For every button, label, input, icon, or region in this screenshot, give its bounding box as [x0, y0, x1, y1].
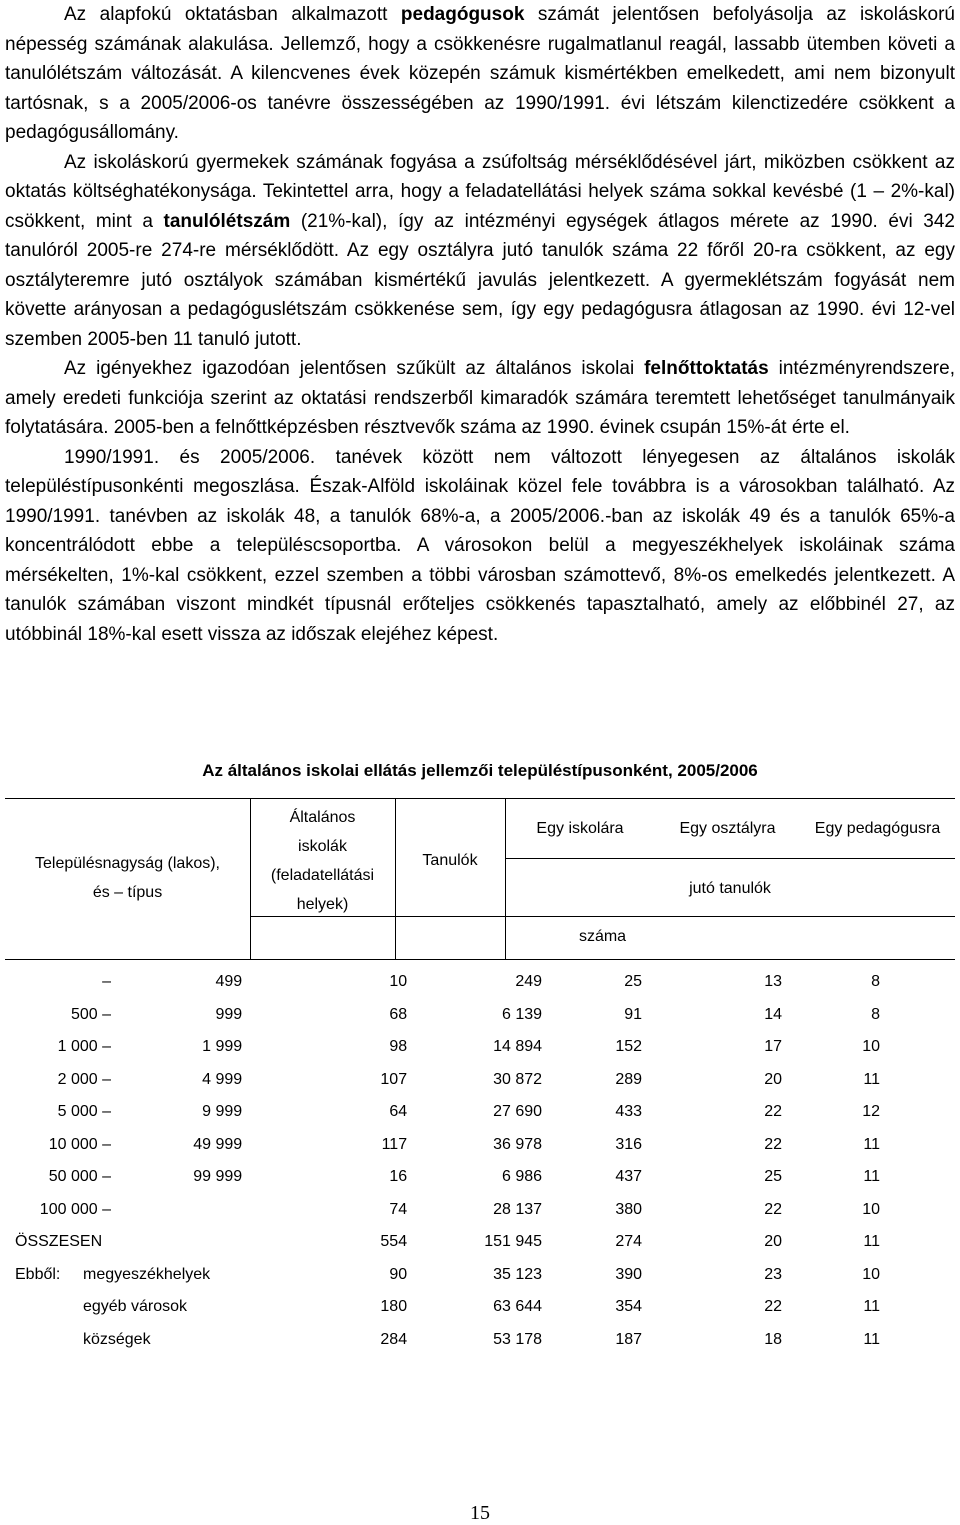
table-cell: ÖSSZESEN — [15, 1233, 103, 1251]
table-row-sub — [5, 1291, 955, 1324]
table-cell: Ebből: — [15, 1265, 61, 1283]
header-schools-line3: (feladatellátási — [270, 867, 375, 884]
table-cell: 187 — [615, 1330, 643, 1348]
table-cell: 91 — [624, 1005, 643, 1023]
table-cell: 249 — [515, 973, 543, 991]
header-schools-line2: iskolák — [298, 838, 347, 855]
paragraph — [5, 148, 955, 355]
table-cell: 6 986 — [502, 1168, 543, 1186]
table-cell: 554 — [380, 1233, 408, 1251]
table-cell: 74 — [389, 1200, 408, 1218]
table-cell: 17 — [764, 1038, 782, 1056]
table-cell: 50 000 – — [48, 1168, 111, 1186]
table-cell: 22 — [764, 1200, 782, 1218]
table-cell: 90 — [389, 1265, 408, 1283]
table-row — [5, 1161, 955, 1194]
text-run: (21%-kal), így az intézményi egységek átlagos mérete az 1990. évi 342 tanulóról 2005-re 274-re mérséklődött. Az egy osztályra jutó tanulók száma 22 főről 20-ra csökkent, az egy osztályteremre jutó osztályok számában kismértékű javulás jelentkezett. A gyermeklétszám fogyását nem követte arányosan a pedagóguslétszám csökkenése sem, így egy pedagógusra átlagosan az 1990. évi 12-vel szemben 2005-ben 11 tanuló jutott. — [5, 210, 955, 350]
table-cell — [115, 1194, 242, 1227]
table-body — [5, 966, 955, 1356]
paragraph — [5, 0, 955, 148]
table-cell: 27 690 — [493, 1103, 543, 1121]
table-cell: 36 978 — [493, 1135, 543, 1153]
table-cell: 433 — [615, 1103, 643, 1121]
text-run: Az iskoláskorú gyermekek számának fogyása a zsúfoltság mérséklődésével járt, miközben csökkent az oktatás költséghatékonysága. Tekintettel arra, hogy a feladatellátási helyek száma sokkal kevésbé (1 – 2%-kal) csökkent, mint a — [5, 151, 955, 232]
table-cell: 18 — [764, 1330, 782, 1348]
header-students: Tanulók — [422, 852, 478, 869]
table-cell: 999 — [215, 1005, 243, 1023]
table-cell: 28 137 — [493, 1200, 543, 1218]
table-cell: 289 — [615, 1070, 643, 1088]
table-cell: 98 — [389, 1038, 408, 1056]
table-cell: egyéb városok — [82, 1298, 188, 1316]
table-cell: 1 999 — [202, 1038, 243, 1056]
table-cell: 10 — [862, 1265, 880, 1283]
table-cell: 6 139 — [502, 1005, 543, 1023]
table-cell: 9 999 — [202, 1103, 243, 1121]
table-cell: 354 — [615, 1298, 643, 1316]
table-cell: 10 — [862, 1038, 880, 1056]
table-cell: 100 000 – — [39, 1200, 111, 1218]
header-schools-line1: Általános — [289, 809, 356, 826]
header-span-bottom: száma — [578, 928, 627, 945]
table-cell: 11 — [863, 1168, 880, 1186]
table-row — [5, 966, 955, 999]
table-cell: 11 — [863, 1233, 880, 1251]
table-cell: 500 – — [70, 1005, 111, 1023]
paragraph — [5, 354, 955, 443]
table-row — [5, 1096, 955, 1129]
table-cell: 68 — [389, 1005, 408, 1023]
table-header — [5, 798, 955, 960]
body-text — [5, 0, 955, 649]
table-cell: 63 644 — [493, 1298, 543, 1316]
table-cell: 274 — [615, 1233, 643, 1251]
table-cell: 5 000 – — [57, 1103, 111, 1121]
table-cell: 23 — [764, 1265, 782, 1283]
table-cell: 10 — [862, 1200, 880, 1218]
text-run: 1990/1991. és 2005/2006. tanévek között nem változott lényegesen az általános iskolák településtípusonkénti megoszlása. Észak-Alföld iskoláinak közel fele továbbra is a városokban található. Az 1990/1991. tanévben az iskolák 48, a tanulók 68%-a, a 2005/2006.-ban az iskolák 49 és a tanulók 65%-a koncentrálódott ebbe a településcsoportba. A városokon belül a megyeszékhelyek iskoláinak száma mérsékelten, 1%-kal csökkent, ezzel szemben a többi városban számottevő, 8%-os emelkedés jelentkezett. A tanulók számában viszont mindkét típusnál erőteljes csökkenés tapasztalható, amely az előbbinél 27, az utóbbinál 18%-kal esett vissza az időszak elejéhez képest. — [5, 446, 955, 645]
table-cell: községek — [82, 1330, 151, 1348]
table-cell: 180 — [380, 1298, 408, 1316]
table-cell: 25 — [624, 973, 643, 991]
page-number: 15 — [470, 1502, 490, 1524]
table-cell: 22 — [764, 1135, 782, 1153]
table-cell: 316 — [615, 1135, 643, 1153]
table-cell: 35 123 — [493, 1265, 543, 1283]
header-settlement-size-line1: Településnagyság (lakos), — [35, 855, 220, 872]
table-cell: 11 — [863, 1330, 880, 1348]
table-row-total — [5, 1226, 955, 1259]
table-cell: – — [102, 973, 111, 991]
table-row — [5, 999, 955, 1032]
table-cell: 151 945 — [484, 1233, 543, 1251]
table-row — [5, 1031, 955, 1064]
table-cell: 64 — [389, 1103, 408, 1121]
table-row-sub — [5, 1324, 955, 1357]
table-cell: 107 — [380, 1070, 408, 1088]
table-cell: 284 — [380, 1330, 408, 1348]
table-cell: 10 000 – — [48, 1135, 111, 1153]
header-per-teacher: Egy pedagógusra — [814, 820, 941, 837]
bold-term: pedagógusok — [400, 4, 525, 25]
table-cell: 30 872 — [493, 1070, 543, 1088]
table-row — [5, 1064, 955, 1097]
table-cell: 16 — [389, 1168, 408, 1186]
table-cell: 499 — [215, 973, 243, 991]
table-cell: megyeszékhelyek — [82, 1265, 211, 1283]
table-cell: 11 — [863, 1135, 880, 1153]
text-run: Az igényekhez igazodóan jelentősen szűkült az általános iskolai — [64, 358, 645, 379]
header-schools — [250, 803, 395, 919]
table-row-sub — [5, 1259, 955, 1292]
table-cell: 8 — [871, 973, 880, 991]
stats-table — [5, 798, 955, 1356]
header-per-school: Egy iskolára — [536, 820, 624, 837]
table-cell: 152 — [615, 1038, 643, 1056]
bold-term: felnőttoktatás — [644, 358, 769, 379]
header-settlement-size-line2: és – típus — [92, 884, 163, 901]
text-run: számát jelentősen befolyásolja az iskoláskorú népesség számának alakulása. Jellemző, hogy a csökkenésre rugalmatlanul reagál, lassabb ütemben követi a tanulólétszám változását. A kilencvenes évek közepén számuk kismértékben emelkedett, ami nem bizonyult tartósnak, s a 2005/2006-os tanévre összességében az 1990/1991. évi létszám kilenctizedére csökkent a pedagógusállomány. — [5, 4, 955, 143]
table-cell: 22 — [764, 1298, 782, 1316]
table-cell: 49 999 — [193, 1135, 243, 1153]
table-cell: 10 — [389, 973, 408, 991]
header-per-class: Egy osztályra — [679, 820, 776, 837]
table-cell: 437 — [615, 1168, 643, 1186]
bold-term: tanulólétszám — [163, 210, 291, 232]
paragraph — [5, 443, 955, 650]
table-cell: 22 — [764, 1103, 782, 1121]
table-cell: 20 — [764, 1070, 782, 1088]
table-cell: 117 — [381, 1135, 408, 1153]
table-title: Az általános iskolai ellátás jellemzői településtípusonként, 2005/2006 — [202, 761, 758, 780]
table-cell: 53 178 — [493, 1330, 543, 1348]
table-cell: 1 000 – — [57, 1038, 111, 1056]
table-cell: 4 999 — [202, 1070, 243, 1088]
text-run: intézményrendszere, amely eredeti funkciója szerint az oktatási rendszerből kimaradók számára teremtett lehetőséget tanulmányaik folytatására. 2005-ben a felnőttképzésben résztvevők száma az 1990. évinek csupán 15%-át érte el. — [5, 358, 955, 438]
table-cell: 14 — [764, 1005, 782, 1023]
table-cell: 25 — [764, 1168, 782, 1186]
table-cell: 99 999 — [193, 1168, 243, 1186]
table-cell: 2 000 – — [57, 1070, 111, 1088]
table-cell: 20 — [764, 1233, 782, 1251]
table-cell: 390 — [615, 1265, 643, 1283]
header-settlement-size — [5, 849, 250, 907]
table-row — [5, 1194, 955, 1227]
table-row — [5, 1129, 955, 1162]
table-cell: 8 — [871, 1005, 880, 1023]
table-cell: 380 — [615, 1200, 643, 1218]
table-cell: 13 — [764, 973, 782, 991]
header-schools-line4: helyek) — [296, 896, 349, 913]
table-cell: 11 — [863, 1298, 880, 1316]
text-run: Az alapfokú oktatásban alkalmazott — [64, 4, 401, 25]
table-cell: 12 — [862, 1103, 880, 1121]
table-cell: 11 — [863, 1070, 880, 1088]
header-span-top: jutó tanulók — [689, 880, 771, 897]
table-cell: 14 894 — [493, 1038, 543, 1056]
